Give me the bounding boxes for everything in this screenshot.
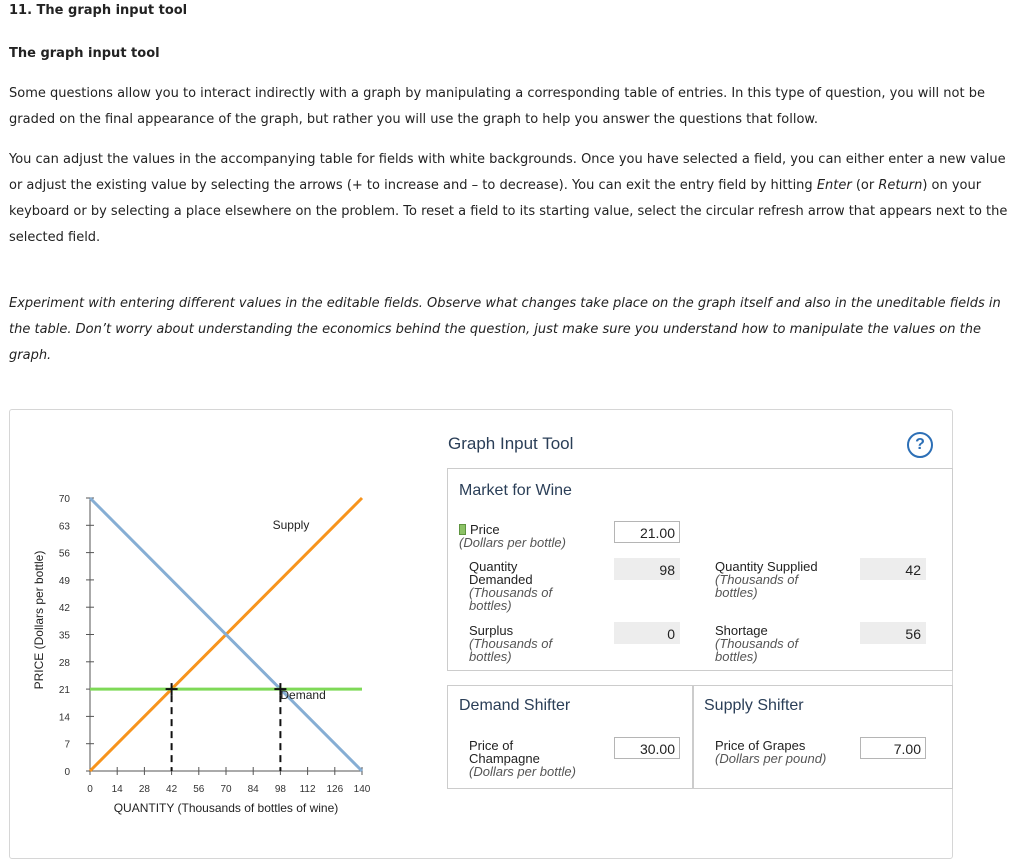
- qs-unit-1: (Thousands of: [715, 572, 799, 587]
- shortage-label-text: Shortage: [715, 623, 768, 638]
- y-tick-label: 14: [58, 712, 70, 724]
- shortage-label: [715, 624, 798, 663]
- x-tick-label: 0: [87, 784, 93, 795]
- x-tick-label: 126: [326, 784, 344, 795]
- section-heading: The graph input tool: [9, 46, 160, 61]
- x-tick-label: 28: [138, 784, 150, 795]
- y-tick-label: 35: [58, 630, 70, 642]
- surplus-field: 0: [614, 622, 680, 644]
- qd-label-1: Quantity: [469, 559, 518, 574]
- y-tick-label: 63: [58, 521, 70, 533]
- grapes-unit: (Dollars per pound): [715, 751, 827, 766]
- instructions-text-a: You can adjust the values in the accompanying table for fields with white backgrounds. Once you have selected a field, you can either enter a new value or adjust the existing value by selecting the arrows (+ to increase and – to decrease). You can exit the entry field by hitting: [9, 152, 1006, 193]
- champagne-unit: (Dollars per bottle): [469, 764, 576, 779]
- champagne-label-1: Price of: [469, 738, 514, 753]
- x-tick-label: 14: [111, 784, 123, 795]
- experiment-paragraph: Experiment with entering different values in the editable fields. Observe what changes take place on the graph itself and also in the uneditable fields in the table. Don’t worry about understanding the economics behind the question, just make sure you understand how to manipulate the values on the graph.: [9, 296, 1001, 363]
- x-tick-label: 70: [220, 784, 232, 795]
- y-axis-label: PRICE (Dollars per bottle): [32, 550, 46, 690]
- qd-unit-2: bottles): [469, 598, 512, 613]
- supply-curve-label: Supply: [272, 518, 310, 533]
- shortage-field: 56: [860, 622, 926, 644]
- x-tick-label: 112: [299, 784, 316, 795]
- enter-key-text: Enter: [816, 178, 852, 193]
- supply-shifter-title: Supply Shifter: [704, 697, 804, 714]
- qd-label-2: Demanded: [469, 572, 533, 587]
- shortage-unit-2: bottles): [715, 649, 758, 664]
- instructions-paragraph: [9, 147, 1015, 251]
- qs-unit-2: bottles): [715, 585, 758, 600]
- quantity-supplied-label: [715, 560, 818, 599]
- price-field[interactable]: 21.00: [614, 521, 680, 543]
- price-unit: (Dollars per bottle): [459, 535, 566, 550]
- instructions-text-c: ) on your keyboard or by selecting a place elsewhere on the problem. To reset a field to its starting value, select the circular refresh arrow that appears next to the selected field.: [9, 178, 1008, 245]
- y-tick-label: 7: [64, 739, 70, 751]
- intro-paragraph: Some questions allow you to interact indirectly with a graph by manipulating a corresponding table of entries. In this type of question, you will not be graded on the final appearance of the graph, but rather you will use the graph to help you answer the questions that follow.: [9, 86, 985, 127]
- supply-demand-graph[interactable]: [10, 410, 430, 850]
- y-tick-label: 42: [58, 603, 70, 615]
- y-tick-label: 56: [58, 548, 70, 560]
- quantity-demanded-label: [469, 560, 552, 612]
- market-title: Market for Wine: [459, 482, 572, 499]
- shortage-unit-1: (Thousands of: [715, 636, 799, 651]
- qs-label: Quantity Supplied: [715, 559, 818, 574]
- x-tick-label: 140: [353, 784, 371, 795]
- champagne-label-2: Champagne: [469, 751, 540, 766]
- y-tick-label: 0: [64, 767, 70, 778]
- y-tick-label: 70: [58, 494, 70, 505]
- x-tick-label: 56: [193, 784, 205, 795]
- demand-curve-label: Demand: [280, 687, 326, 702]
- x-axis-label: QUANTITY (Thousands of bottles of wine): [113, 801, 339, 815]
- demand-shifter-title: Demand Shifter: [459, 697, 571, 714]
- surplus-label: [469, 624, 552, 663]
- y-tick-label: 49: [58, 575, 70, 587]
- y-tick-label: 21: [58, 685, 70, 697]
- surplus-unit-1: (Thousands of: [469, 636, 553, 651]
- surplus-unit-2: bottles): [469, 649, 512, 664]
- demand-shifter-panel: [447, 685, 693, 789]
- price-label-text: Price: [470, 522, 500, 537]
- grapes-price-label: [715, 739, 826, 765]
- question-number-title: 11. The graph input tool: [9, 3, 188, 18]
- quantity-supplied-field: 42: [860, 558, 926, 580]
- supply-shifter-panel: [693, 685, 953, 789]
- tool-title: Graph Input Tool: [448, 434, 574, 453]
- grapes-label: Price of Grapes: [715, 738, 806, 753]
- y-tick-label: 28: [58, 657, 70, 669]
- x-tick-label: 84: [247, 784, 259, 795]
- price-label: [459, 523, 566, 549]
- x-tick-label: 98: [274, 784, 286, 795]
- instructions-text-b: (or: [851, 178, 879, 193]
- qd-unit-1: (Thousands of: [469, 585, 553, 600]
- x-tick-label: 42: [166, 784, 178, 795]
- champagne-price-field[interactable]: 30.00: [614, 737, 680, 759]
- champagne-price-label: [469, 739, 576, 778]
- return-key-text: Return: [878, 178, 923, 193]
- quantity-demanded-field: 98: [614, 558, 680, 580]
- grapes-price-field[interactable]: 7.00: [860, 737, 926, 759]
- graph-input-tool: [9, 409, 953, 859]
- market-panel: [447, 468, 953, 671]
- price-color-swatch: [459, 524, 466, 535]
- surplus-label-text: Surplus: [469, 623, 514, 638]
- question-circle-icon[interactable]: ?: [907, 432, 933, 458]
